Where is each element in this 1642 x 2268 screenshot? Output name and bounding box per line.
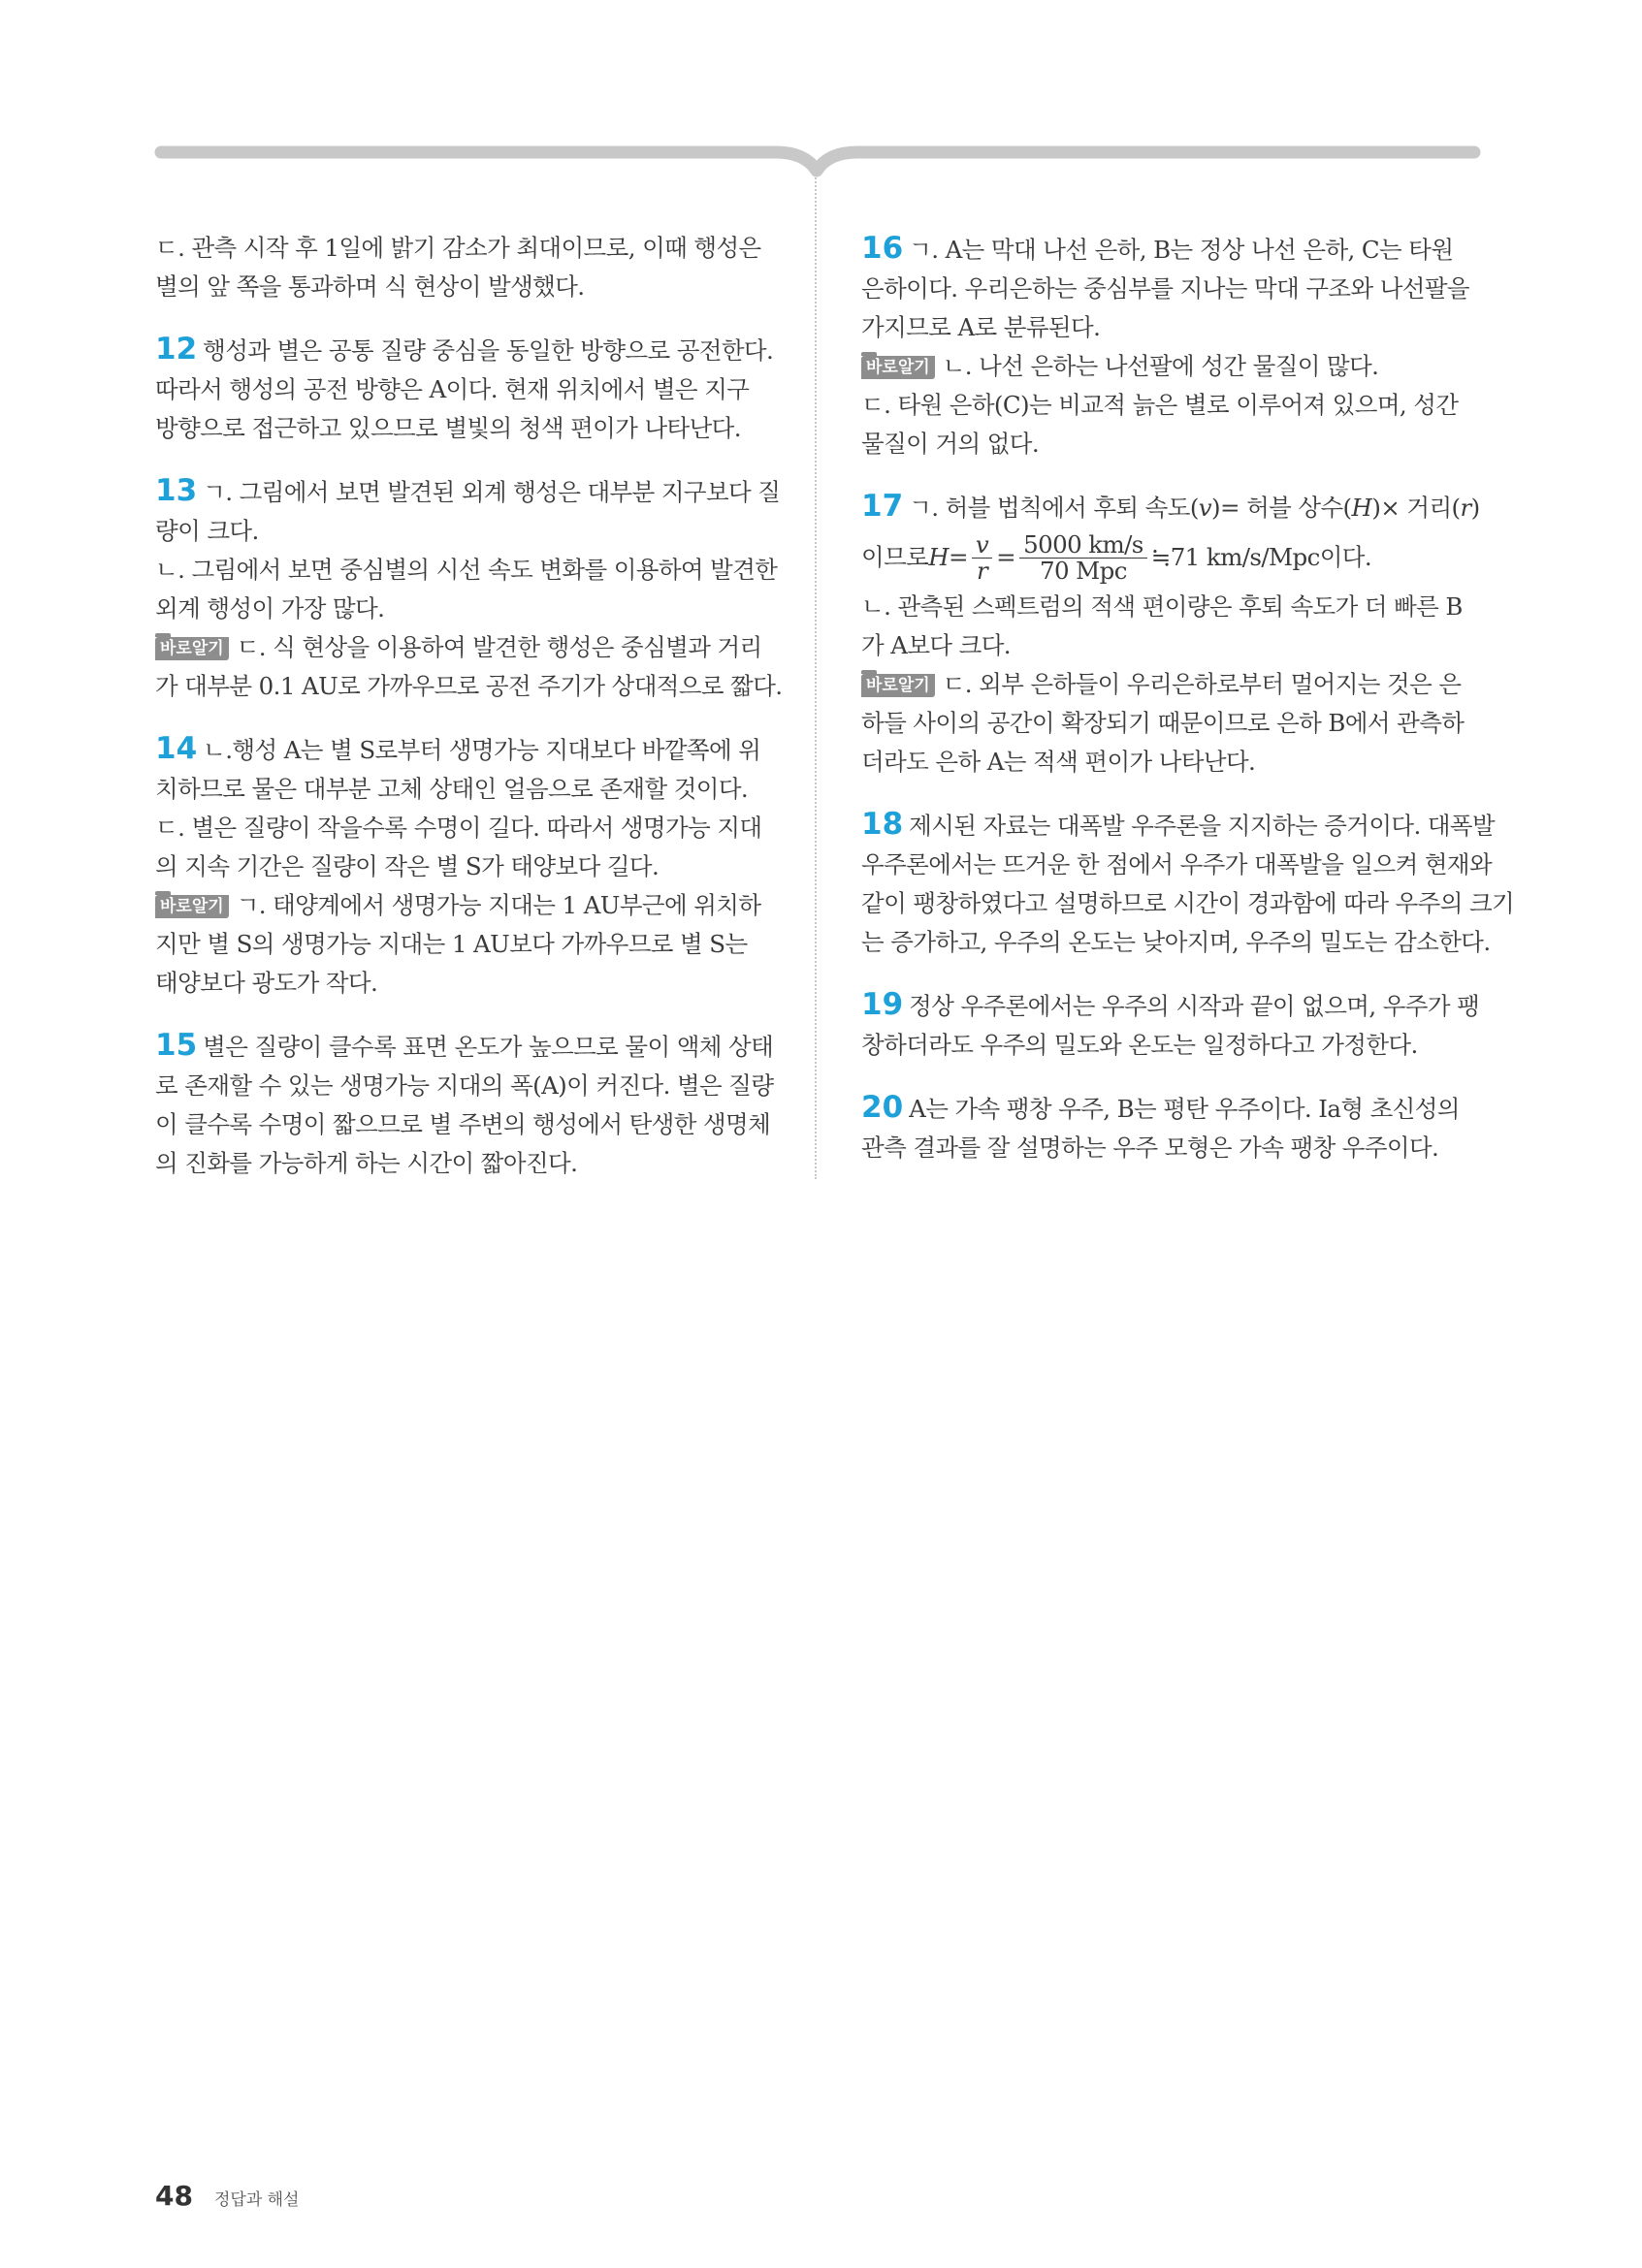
text-line: 따라서 행성의 공전 방향은 A이다. 현재 위치에서 별은 지구 [155,375,750,403]
correction-tag: 바로알기 [155,637,229,660]
text-line: 더라도 은하 A는 적색 편이가 나타난다. [861,748,1256,776]
answer-15 [155,1026,774,1183]
text-line: 의 진화를 가능하게 하는 시간이 짧아진다. [155,1149,578,1177]
equals-sign: = [948,543,968,571]
text-line: 관측 결과를 잘 설명하는 우주 모형은 가속 팽창 우주이다. [861,1134,1439,1162]
variable-h: H [1351,494,1372,522]
question-number: 16 [861,231,904,266]
column-divider [815,171,817,1179]
right-column [861,229,1515,1191]
correction-tag: 바로알기 [861,674,935,697]
correction-tag: 바로알기 [155,895,229,918]
fraction-v-over-r [972,529,992,585]
answer-13 [155,471,783,706]
page-footer [155,2180,299,2212]
question-number: 19 [861,987,904,1022]
text-line: 가 A보다 크다. [861,631,1011,659]
footer-section-label: 정답과 해설 [213,2190,300,2210]
question-number: 12 [155,332,198,367]
text-line: ㄷ. 별은 질량이 작을수록 수명이 길다. 따라서 생명가능 지대 [155,814,762,842]
text-line: 별의 앞 쪽을 통과하며 식 현상이 발생했다. [155,272,585,301]
answer-12 [155,330,774,448]
text-line: A는 가속 팽창 우주, B는 평탄 우주이다. Ia형 초신성의 [909,1095,1460,1123]
text-line: 행성과 별은 공통 질량 중심을 동일한 방향으로 공전한다. [203,336,774,365]
answer-11-continuation [155,229,771,306]
text-run: )× 거리( [1371,494,1461,522]
question-number: 13 [155,473,198,508]
text-line: 하들 사이의 공간이 확장되기 때문이므로 은하 B에서 관측하 [861,709,1465,737]
text-line: 가지므로 A로 분류된다. [861,313,1101,341]
formula-result: ≒71 km/s/Mpc이다. [1150,543,1372,571]
text-line: 정상 우주론에서는 우주의 시작과 끝이 없으며, 우주가 팽 [909,992,1480,1020]
text-line: ㄴ. 그림에서 보면 중심별의 시선 속도 변화를 이용하여 발견한 [155,556,778,584]
text-line: ㄱ. 태양계에서 생명가능 지대는 1 AU부근에 위치하 [236,891,761,919]
text-line: 의 지속 기간은 질량이 작은 별 S가 태양보다 길다. [155,852,660,880]
denominator: 70 Mpc [1040,556,1127,585]
left-column [155,229,783,1206]
text-line: 가 대부분 0.1 AU로 가까우므로 공전 주기가 상대적으로 짧다. [155,672,783,700]
text-line: 은하이다. 우리은하는 중심부를 지나는 막대 구조와 나선팔을 [861,274,1469,303]
numerator: 5000 km/s [1019,532,1147,559]
question-number: 15 [155,1028,198,1063]
hubble-constant-formula [861,527,1482,588]
equals-sign: = [996,543,1016,571]
text-line: 는 증가하고, 우주의 온도는 낮아지며, 우주의 밀도는 감소한다. [861,928,1491,956]
answer-14 [155,729,771,1003]
text-line: 외계 행성이 가장 많다. [155,594,385,623]
text-line: ㄷ. 식 현상을 이용하여 발견한 행성은 중심별과 거리 [236,633,762,661]
denominator: r [976,556,988,585]
text-run: ㄱ. 허블 법칙에서 후퇴 속도( [909,494,1199,522]
text-line: 창하더라도 우주의 밀도와 온도는 일정하다고 가정한다. [861,1031,1418,1059]
variable-r: r [1460,494,1471,522]
text-line: 우주론에서는 뜨거운 한 점에서 우주가 대폭발을 일으켜 현재와 [861,850,1493,878]
text-run: )= 허블 상수( [1211,494,1352,522]
text-line: ㄴ. 관측된 스펙트럼의 적색 편이량은 후퇴 속도가 더 빠른 B [861,592,1463,621]
text-line: ㄴ.행성 A는 별 S로부터 생명가능 지대보다 바깥쪽에 위 [203,736,761,764]
text-line: 량이 크다. [155,517,259,545]
answer-16 [861,229,1482,463]
text-line: 물질이 거의 없다. [861,430,1040,458]
text-line: ㄴ. 나선 은하는 나선팔에 성간 물질이 많다. [942,352,1379,380]
question-number: 20 [861,1090,904,1125]
variable-v: v [1198,494,1212,522]
text-line: ㄱ. 그림에서 보면 발견된 외계 행성은 대부분 지구보다 질 [203,478,781,506]
question-number: 17 [861,489,904,524]
text-line: ㄷ. 외부 은하들이 우리은하로부터 멀어지는 것은 은 [942,670,1462,698]
answer-18 [861,805,1515,962]
text-line: 태양보다 광도가 작다. [155,969,378,997]
text-line: 같이 팽창하였다고 설명하므로 시간이 경과함에 따라 우주의 크기 [861,889,1515,917]
question-number: 18 [861,807,904,842]
answer-17 [861,487,1482,782]
numerator: v [972,532,992,559]
text-line: 방향으로 접근하고 있으므로 별빛의 청색 편이가 나타난다. [155,414,741,442]
text-line: 치하므로 물은 대부분 고체 상태인 얼음으로 존재할 것이다. [155,775,749,803]
text-line: 지만 별 S의 생명가능 지대는 1 AU보다 가까우므로 별 S는 [155,930,748,958]
text-line: 로 존재할 수 있는 생명가능 지대의 폭(A)이 커진다. 별은 질량 [155,1071,774,1100]
text-line: ㄷ. 관측 시작 후 1일에 밝기 감소가 최대이므로, 이때 행성은 [155,234,761,262]
answer-20 [861,1088,1482,1167]
text-run: ) [1470,494,1480,522]
variable-h: H [928,543,949,571]
question-number: 14 [155,731,198,766]
text-line: 이 클수록 수명이 짧으므로 별 주변의 행성에서 탄생한 생명체 [155,1110,771,1138]
fraction-values [1019,529,1147,585]
text-line: ㄱ. A는 막대 나선 은하, B는 정상 나선 은하, C는 타원 [909,236,1454,264]
text-line: 제시된 자료는 대폭발 우주론을 지지하는 증거이다. 대폭발 [909,812,1496,840]
text-line: ㄷ. 타원 은하(C)는 비교적 늙은 별로 이루어져 있으며, 성간 [861,391,1459,419]
top-decorative-bar [0,0,1642,194]
text-run: 이므로 [861,543,929,571]
text-line: 별은 질량이 클수록 표면 온도가 높으므로 물이 액체 상태 [203,1033,774,1061]
correction-tag: 바로알기 [861,356,935,379]
page-number: 48 [155,2180,193,2212]
answer-19 [861,985,1482,1065]
